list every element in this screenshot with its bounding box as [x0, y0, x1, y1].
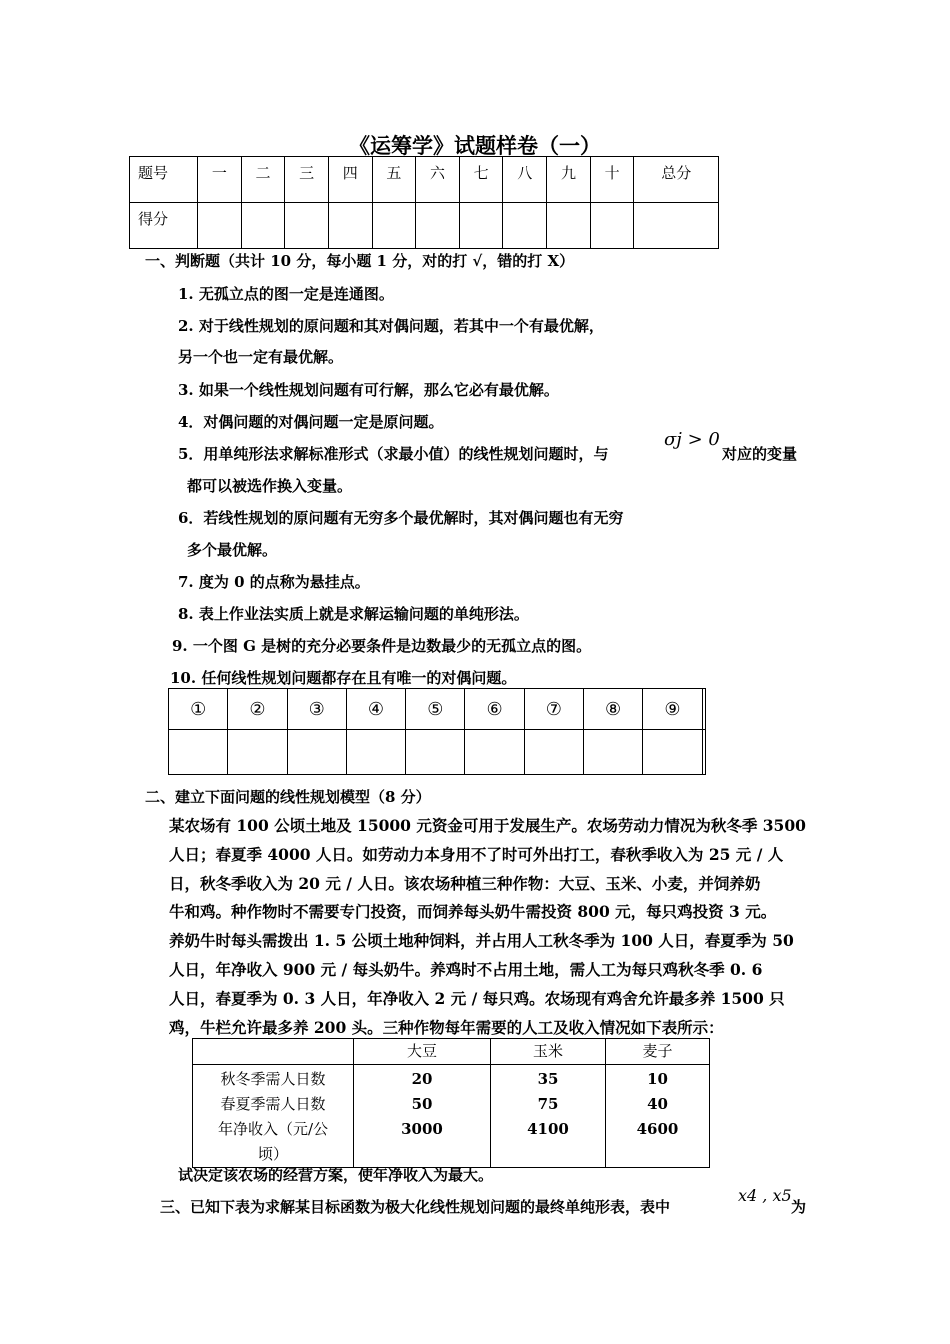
score-table-header-row: [130, 157, 719, 203]
answer-cell[interactable]: [287, 730, 346, 775]
answer-cell[interactable]: [346, 730, 405, 775]
crop-row-label: 年净收入（元/公: [217, 1120, 329, 1138]
answer-input-row: [169, 730, 706, 775]
score-table: [129, 156, 719, 249]
score-header-cell: 六: [416, 157, 460, 203]
score-header-cell: 七: [459, 157, 503, 203]
score-input-cell[interactable]: [634, 203, 719, 249]
answer-number: ⑦: [524, 689, 583, 730]
score-header-cell: 三: [285, 157, 329, 203]
question-7: 7. 度为 0 的点称为悬挂点。: [178, 573, 370, 591]
crop-value: 40: [647, 1095, 668, 1113]
question-5-tail: 对应的变量: [722, 445, 798, 463]
answer-number: ②: [228, 689, 287, 730]
score-header-cell: 五: [372, 157, 416, 203]
score-input-cell[interactable]: [459, 203, 503, 249]
crop-value: 75: [537, 1095, 559, 1113]
crop-column-wheat: [606, 1065, 710, 1168]
question-10: 10. 任何线性规划问题都存在且有唯一的对偶问题。: [170, 669, 517, 687]
crop-column-soybean: [354, 1065, 491, 1168]
crop-row-labels: [193, 1065, 354, 1168]
question-6-line2: 多个最优解。: [187, 541, 278, 559]
score-header-cell: 二: [241, 157, 285, 203]
question-3: 3. 如果一个线性规划问题有可行解，那么它必有最优解。: [178, 381, 559, 399]
problem-line: 鸡，牛栏允许最多养 200 头。三种作物每年需要的人工及收入情况如下表所示：: [169, 1017, 724, 1037]
problem-line: 养奶牛时每头需拨出 1. 5 公顷土地种饲料，并占用人工秋冬季为 100 人日，春夏季为 50: [169, 931, 794, 951]
crop-column-corn: [491, 1065, 606, 1168]
score-header-cell: 题号: [130, 157, 198, 203]
section2-heading: 二、建立下面问题的线性规划模型（8 分）: [145, 788, 431, 806]
crop-header-cell: 大豆: [354, 1039, 491, 1065]
crop-value: 10: [647, 1070, 668, 1088]
question-5-line1: 5．用单纯形法求解标准形式（求最小值）的线性规划问题时，与: [178, 445, 609, 463]
question-8: 8. 表上作业法实质上就是求解运输问题的单纯形法。: [178, 605, 529, 623]
section3-heading-tail: 为: [791, 1198, 807, 1216]
answer-number: ⑨: [643, 689, 702, 730]
question-4: 4．对偶问题的对偶问题一定是原问题。: [178, 413, 444, 431]
page-title: 《运筹学》试题样卷（一）: [349, 133, 601, 158]
question-5-line2: 都可以被选作换入变量。: [187, 477, 353, 495]
answer-cell[interactable]: [524, 730, 583, 775]
variables-x4-x5: x4 , x5: [738, 1186, 792, 1205]
score-input-cell[interactable]: [503, 203, 547, 249]
answer-table: [168, 688, 706, 775]
problem-line: 某农场有 100 公顷土地及 15000 元资金可用于发展生产。农场劳动力情况为秋冬季 3500: [169, 816, 806, 835]
crop-value: 4600: [636, 1120, 679, 1138]
problem-line: 牛和鸡。种作物时不需要专门投资，而饲养每头奶牛需投资 800 元，每只鸡投资 3 元。: [169, 902, 777, 922]
answer-number: ⑧: [583, 689, 642, 730]
answer-cell[interactable]: [643, 730, 702, 775]
answer-cell[interactable]: [406, 730, 465, 775]
score-header-cell: 十: [590, 157, 634, 203]
crop-row-label: 顷）: [257, 1145, 288, 1163]
answer-cell[interactable]: [702, 730, 705, 775]
question-1: 1. 无孤立点的图一定是连通图。: [178, 285, 394, 303]
answer-number: ④: [346, 689, 405, 730]
answer-number: ⑥: [465, 689, 524, 730]
question-6-line1: 6．若线性规划的原问题有无穷多个最优解时，其对偶问题也有无穷: [178, 509, 624, 527]
question-2-line1: 2. 对于线性规划的原问题和其对偶问题，若其中一个有最优解，: [178, 317, 604, 335]
score-table-score-row: [130, 203, 719, 249]
answer-cell[interactable]: [228, 730, 287, 775]
score-header-cell: 一: [198, 157, 242, 203]
score-header-cell: 八: [503, 157, 547, 203]
crop-value: 20: [411, 1070, 433, 1088]
answer-header-row: [169, 689, 706, 730]
problem-line: 日，秋冬季收入为 20 元 / 人日。该农场种植三种作物：大豆、玉米、小麦，并饲养奶: [169, 873, 761, 893]
crop-header-cell: 麦子: [606, 1039, 710, 1065]
score-input-cell[interactable]: [198, 203, 242, 249]
score-input-cell[interactable]: [547, 203, 591, 249]
answer-number: ⑤: [406, 689, 465, 730]
score-input-cell[interactable]: [590, 203, 634, 249]
score-input-cell[interactable]: [241, 203, 285, 249]
score-header-cell: 四: [328, 157, 372, 203]
problem-line: 人日，春夏季为 0. 3 人日，年净收入 2 元 / 每只鸡。农场现有鸡舍允许最多养 1500 只: [169, 988, 785, 1008]
crop-row-label: 春夏季需人日数: [220, 1095, 326, 1113]
crop-header-row: [193, 1039, 710, 1065]
problem-line: 人日，年净收入 900 元 / 每头奶牛。养鸡时不占用土地，需人工为每只鸡秋冬季 0. 6: [169, 959, 763, 979]
problem-line: 人日；春夏季 4000 人日。如劳动力本身用不了时可外出打工，春秋季收入为 25 元 / 人: [169, 844, 784, 864]
question-9: 9. 一个图 G 是树的充分必要条件是边数最少的无孤立点的图。: [172, 637, 592, 655]
question-2-line2: 另一个也一定有最优解。: [178, 348, 344, 366]
crop-row-label: 秋冬季需人日数: [220, 1070, 326, 1088]
section3-heading: 三、已知下表为求解某目标函数为极大化线性规划问题的最终单纯形表，表中: [160, 1198, 671, 1216]
sigma-condition: σj > 0: [664, 429, 720, 450]
score-header-cell: 九: [547, 157, 591, 203]
crop-data-rows: [193, 1065, 710, 1168]
crop-value: 3000: [401, 1120, 443, 1138]
answer-number: [702, 689, 705, 730]
crop-value: 35: [537, 1070, 559, 1088]
score-row-label: 得分: [130, 203, 198, 249]
answer-cell[interactable]: [169, 730, 228, 775]
crop-header-cell: 玉米: [491, 1039, 606, 1065]
answer-cell[interactable]: [583, 730, 642, 775]
section1-heading: 一、判断题（共计 10 分，每小题 1 分，对的打 √，错的打 X）: [145, 252, 575, 270]
crop-value: 50: [411, 1095, 433, 1113]
crop-table: [192, 1038, 710, 1168]
score-input-cell[interactable]: [285, 203, 329, 249]
score-input-cell[interactable]: [328, 203, 372, 249]
answer-number: ③: [287, 689, 346, 730]
crop-value: 4100: [527, 1120, 569, 1138]
answer-cell[interactable]: [465, 730, 524, 775]
section2-conclusion: 试决定该农场的经营方案，使年净收入为最大。: [178, 1166, 494, 1184]
section2-problem-text: [169, 812, 809, 1042]
score-header-cell: 总分: [634, 157, 719, 203]
score-input-cell[interactable]: [372, 203, 416, 249]
crop-header-cell: [193, 1039, 354, 1065]
answer-number: ①: [169, 689, 228, 730]
score-input-cell[interactable]: [416, 203, 460, 249]
